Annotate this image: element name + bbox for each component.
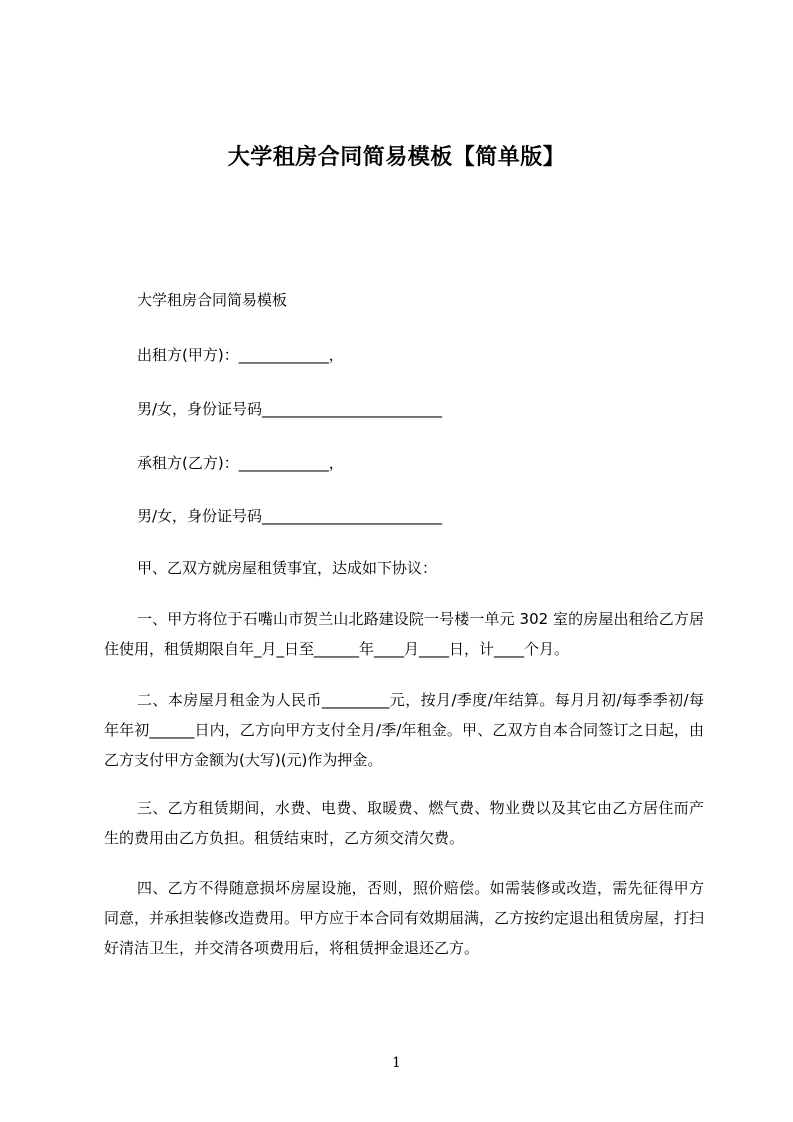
clause-3: 三、乙方租赁期间，水费、电费、取暖费、燃气费、物业费以及其它由乙方居住而产生的费用由乙方负担。租赁结束时，乙方须交清欠费。 — [104, 799, 704, 847]
page-number: 1 — [392, 1055, 401, 1071]
clause-4: 四、乙方不得随意损坏房屋设施，否则，照价赔偿。如需装修或改造，需先征得甲方同意，并承担装修改造费用。甲方应于本合同有效期届满，乙方按约定退出租赁房屋，打扫好清洁卫生，并交清各项费用后，将租赁押金退还乙方。 — [104, 879, 705, 957]
agreement-intro: 甲、乙双方就房屋租赁事宜，达成如下协议： — [137, 559, 438, 577]
lessee-id-line: 男/女，身份证号码________________________ — [137, 507, 443, 525]
lessor-line: 出租方(甲方)：____________， — [137, 346, 344, 364]
clause-1: 一、甲方将位于石嘴山市贺兰山北路建设院一号楼一单元 302 室的房屋出租给乙方居住使用，租赁期限自年_月_日至______年____月____日，计____个月。 — [104, 610, 704, 658]
lessor-id-line: 男/女，身份证号码________________________ — [137, 400, 443, 418]
lessee-line: 承租方(乙方)：____________， — [137, 454, 344, 472]
document-title: 大学租房合同简易模板【简单版】 — [227, 145, 566, 170]
subtitle: 大学租房合同简易模板 — [137, 291, 288, 309]
clause-2: 二、本房屋月租金为人民币_________元，按月/季度/年结算。每月月初/每季季初/每年年初______日内，乙方向甲方支付全月/季/年租金。甲、乙双方自本合同签订之日起，由乙方支付甲方金额为(大写)(元)作为押金。 — [104, 691, 704, 769]
